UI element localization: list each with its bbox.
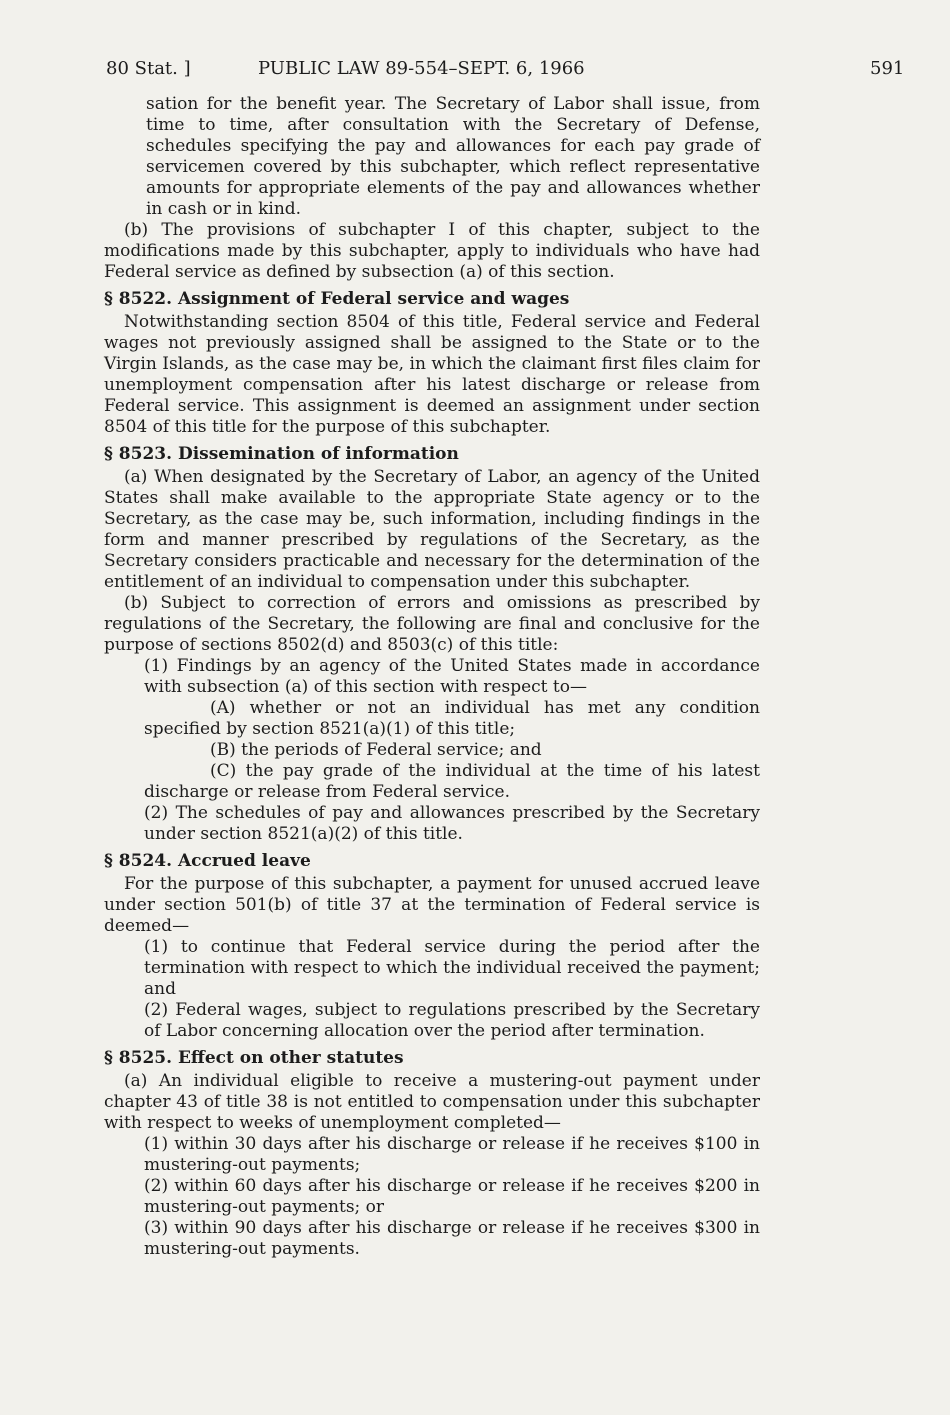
section-heading-8525: § 8525. Effect on other statutes: [104, 1048, 404, 1068]
paragraph-8523-a: (a) When designated by the Secretary of Labor, an agency of the United States shall make available to the appropriate State agency or to the Secretary, as the case may be, such information, including findings in the form and manner prescribed by regulations of the Secretary, as the Secretary considers practicable and necessary for the determination of the entitlement of an individual to compensation under this subchapter.: [104, 467, 760, 592]
clause-8523-b-1: (1) Findings by an agency of the United States made in accordance with subsection (a) of this section with respect to—: [144, 656, 760, 697]
clause-8524-1: (1) to continue that Federal service during the period after the termination with respect to which the individual received the payment; and: [144, 937, 760, 999]
paragraph-continuation: sation for the benefit year. The Secretary of Labor shall issue, from time to time, after consultation with the Secretary of Defense, schedules specifying the pay and allowances for each pay grade of servicemen covered by this subchapter, which reflect representative amounts for appropriate elements of the pay and allowances whether in cash or in kind.: [146, 94, 760, 219]
paragraph-8522: Notwithstanding section 8504 of this title, Federal service and Federal wages not previously assigned shall be assigned to the State or to the Virgin Islands, as the case may be, in which the claimant first files claim for unemployment compensation after his latest discharge or release from Federal service. This assignment is deemed an assignment under section 8504 of this title for the purpose of this subchapter.: [104, 312, 760, 437]
running-header: [106, 58, 906, 84]
clause-8523-b-1-C: (C) the pay grade of the individual at the time of his latest discharge or release from Federal service.: [144, 761, 760, 802]
running-title: PUBLIC LAW 89-554–SEPT. 6, 1966: [258, 58, 585, 79]
clause-8524-2: (2) Federal wages, subject to regulations prescribed by the Secretary of Labor concerning allocation over the period after termination.: [144, 1000, 760, 1041]
paragraph-8523-b: (b) Subject to correction of errors and omissions as prescribed by regulations of the Secretary, the following are final and conclusive for the purpose of sections 8502(d) and 8503(c) of this title:: [104, 593, 760, 655]
statute-text: [104, 94, 760, 1260]
statute-reference: 80 Stat. ]: [106, 58, 191, 79]
clause-8525-a-3: (3) within 90 days after his discharge or release if he receives $300 in mustering-out payments.: [144, 1218, 760, 1259]
paragraph-subsection-b: (b) The provisions of subchapter I of this chapter, subject to the modifications made by this subchapter, apply to individuals who have had Federal service as defined by subsection (a) of this section.: [104, 220, 760, 282]
paragraph-8525-a: (a) An individual eligible to receive a mustering-out payment under chapter 43 of title 38 is not entitled to compensation under this subchapter with respect to weeks of unemployment completed—: [104, 1071, 760, 1133]
clause-8523-b-1-A: (A) whether or not an individual has met any condition specified by section 8521(a)(1) of this title;: [144, 698, 760, 739]
paragraph-8524: For the purpose of this subchapter, a payment for unused accrued leave under section 501(b) of title 37 at the termination of Federal service is deemed—: [104, 874, 760, 936]
section-heading-8522: § 8522. Assignment of Federal service and wages: [104, 289, 570, 309]
page-number: 591: [870, 58, 905, 79]
clause-8523-b-1-B: (B) the periods of Federal service; and: [210, 740, 542, 760]
clause-8525-a-1: (1) within 30 days after his discharge or release if he receives $100 in mustering-out payments;: [144, 1134, 760, 1175]
clause-8523-b-2: (2) The schedules of pay and allowances prescribed by the Secretary under section 8521(a)(2) of this title.: [144, 803, 760, 844]
section-heading-8524: § 8524. Accrued leave: [104, 851, 311, 871]
section-heading-8523: § 8523. Dissemination of information: [104, 444, 459, 464]
clause-8525-a-2: (2) within 60 days after his discharge or release if he receives $200 in mustering-out payments; or: [144, 1176, 760, 1217]
